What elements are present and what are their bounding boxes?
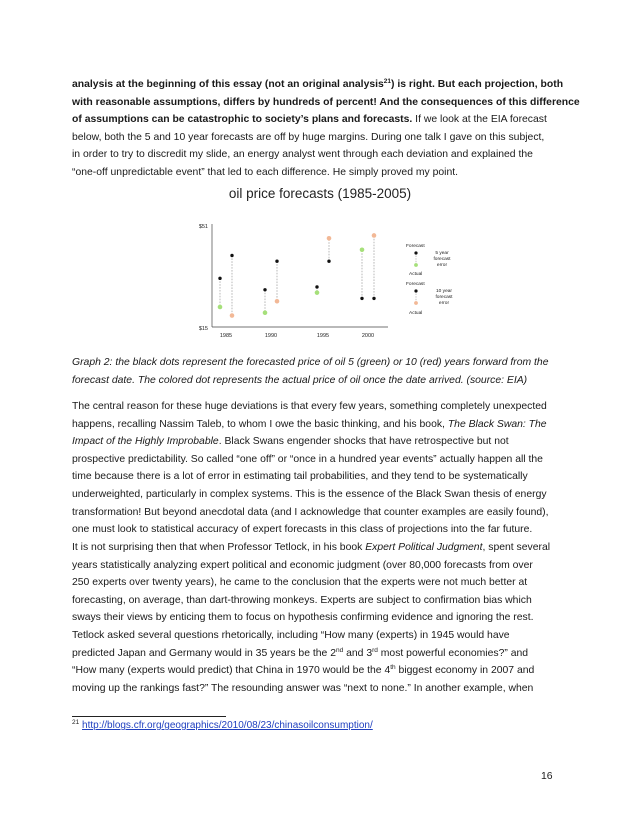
- forecast-dot-10yr: [275, 259, 278, 262]
- legend-actual-dot-5yr: [414, 263, 418, 267]
- x-tick-label: 2000: [361, 333, 375, 339]
- actual-dot-10yr: [230, 313, 235, 318]
- tetlock-paragraph: [72, 539, 566, 697]
- text-line: one must look to statistical accuracy of expert forecasts in this class of projections into the far future.: [72, 524, 533, 536]
- book-title: Expert Political Judgment: [365, 542, 483, 553]
- text-line: 250 experts over twenty years), he came to the conclusion that the experts were not much better at: [72, 577, 528, 589]
- legend-description: 5 year: [435, 251, 449, 256]
- actual-dot-5yr: [263, 310, 268, 315]
- chart-legend: [406, 243, 453, 316]
- text-line: “one-off unpredictable event” that led to each difference. He simply proved my point.: [72, 166, 459, 178]
- black-swan-paragraph: [72, 398, 566, 539]
- legend-actual-label: Actual: [409, 311, 423, 316]
- text-line: sways their views by enticing them to focus on hypothesis confirming evidence and ignoring the rest.: [72, 612, 534, 624]
- footnote-divider: [72, 716, 226, 717]
- intro-paragraph: [72, 76, 580, 182]
- book-title: Impact of the Highly Improbable: [72, 436, 219, 448]
- footnote-reference[interactable]: 21: [383, 78, 392, 85]
- actual-dot-10yr: [327, 236, 332, 241]
- forecast-dot-10yr: [327, 259, 330, 262]
- graph-caption: [72, 354, 566, 389]
- text-line: years statistically analyzing expert political and economic judgment (over 80,000 forecasts from over: [72, 559, 533, 571]
- legend-description: forecast: [433, 257, 451, 262]
- text-line: prospective predictability. So called “one off” or “once in a hundred year events” actually happen all the: [72, 453, 543, 465]
- text-line: Tetlock asked several questions rhetorically, including “How many (experts) in 1945 would have: [72, 629, 510, 641]
- text-line: analysis at the beginning of this essay (not an original analysis$^{21}$) is right. But each projection, both: [72, 78, 564, 90]
- book-title: The Black Swan: The: [447, 418, 547, 430]
- text-line: “How many (experts would predict) that China in 1970 would be the 4th biggest economy in 2007 and: [72, 664, 535, 677]
- text-line: The central reason for these huge deviations is that every few years, something completely unexpected: [72, 401, 547, 412]
- text-line: It is not surprising then that when Professor Tetlock, in his book Expert Political Judgment, spent several: [72, 542, 551, 553]
- text-line: forecasting, on average, than dart-throwing monkeys. Experts are subject to confirmation bias which: [72, 594, 532, 606]
- legend-description: error: [436, 263, 448, 268]
- footnote-link[interactable]: http://blogs.cfr.org/geographics/2010/08/23/chinasoilconsumption/: [82, 720, 373, 731]
- text-line: below, both the 5 and 10 year forecasts are off by huge margins. During one talk I gave on this subject,: [72, 131, 545, 143]
- text-line: predicted Japan and Germany would in 35 years be the 2nd and 3rd most powerful economies?” and: [72, 646, 529, 659]
- footnote: [72, 720, 373, 731]
- x-tick-label: 1995: [316, 333, 330, 339]
- y-tick-label: $51: [198, 224, 208, 230]
- chart-title: oil price forecasts (1985-2005): [228, 186, 412, 201]
- actual-dot-10yr: [372, 233, 377, 238]
- forecast-dot-5yr: [218, 277, 221, 280]
- text-line: forecast date. The colored dot represents the actual price of oil once the date arrived. (source: EIA): [72, 374, 528, 386]
- text-line: happens, recalling Nassim Taleb, to whom I owe the basic thinking, and his book, The Black Swan: The: [72, 418, 547, 430]
- actual-dot-10yr: [275, 299, 280, 304]
- forecast-dot-10yr: [230, 254, 233, 257]
- actual-dot-5yr: [218, 305, 223, 310]
- legend-forecast-label: Forecast: [406, 244, 425, 249]
- text-line: underweighted, particularly in complex systems. This is the essence of the Black Swan thesis of energy: [72, 488, 547, 500]
- actual-dot-5yr: [360, 247, 365, 252]
- oil-price-chart: [170, 186, 470, 346]
- x-tick-label: 1990: [264, 333, 278, 339]
- text-line: transformation! But beyond anecdotal data (and I acknowledge that counter examples are easily found),: [72, 506, 549, 518]
- legend-description: 10 year: [436, 289, 452, 294]
- text-line: Impact of the Highly Improbable. Black Swans engender shocks that have retrospective but not: [72, 436, 509, 448]
- text-line: of assumptions can be catastrophic to society’s plans and forecasts. If we look at the EIA forecast: [72, 114, 547, 126]
- page-number: 16: [541, 771, 553, 782]
- actual-dot-5yr: [315, 290, 320, 295]
- legend-actual-label: Actual: [409, 272, 423, 277]
- footnote-number: 21: [72, 719, 80, 726]
- text-line: with reasonable assumptions, differs by hundreds of percent! And the consequences of this difference: [72, 96, 580, 108]
- legend-description: forecast: [435, 295, 453, 300]
- legend-description: error: [438, 301, 450, 306]
- text-line: in order to try to discredit my slide, an energy analyst went through each deviation and explained the: [72, 149, 533, 161]
- forecast-dot-5yr: [360, 297, 363, 300]
- legend-forecast-dot: [414, 251, 417, 254]
- y-tick-label: $15: [198, 326, 208, 332]
- chart-marks: [218, 233, 377, 318]
- text-line: moving up the rankings fast?” The resounding answer was “next to none.” In another example, when: [72, 682, 534, 694]
- forecast-dot-5yr: [315, 285, 318, 288]
- legend-forecast-dot: [414, 289, 417, 292]
- legend-forecast-label: Forecast: [406, 282, 425, 287]
- forecast-dot-10yr: [372, 297, 375, 300]
- forecast-dot-5yr: [263, 288, 266, 291]
- x-tick-label: 1985: [219, 333, 233, 339]
- text-line: time because there is a lot of error in estimating tail probabilities, and they tend to be systematically: [72, 471, 528, 483]
- legend-actual-dot-10yr: [414, 301, 418, 305]
- text-line: Graph 2: the black dots represent the forecasted price of oil 5 (green) or 10 (red) years forward from the: [72, 357, 549, 368]
